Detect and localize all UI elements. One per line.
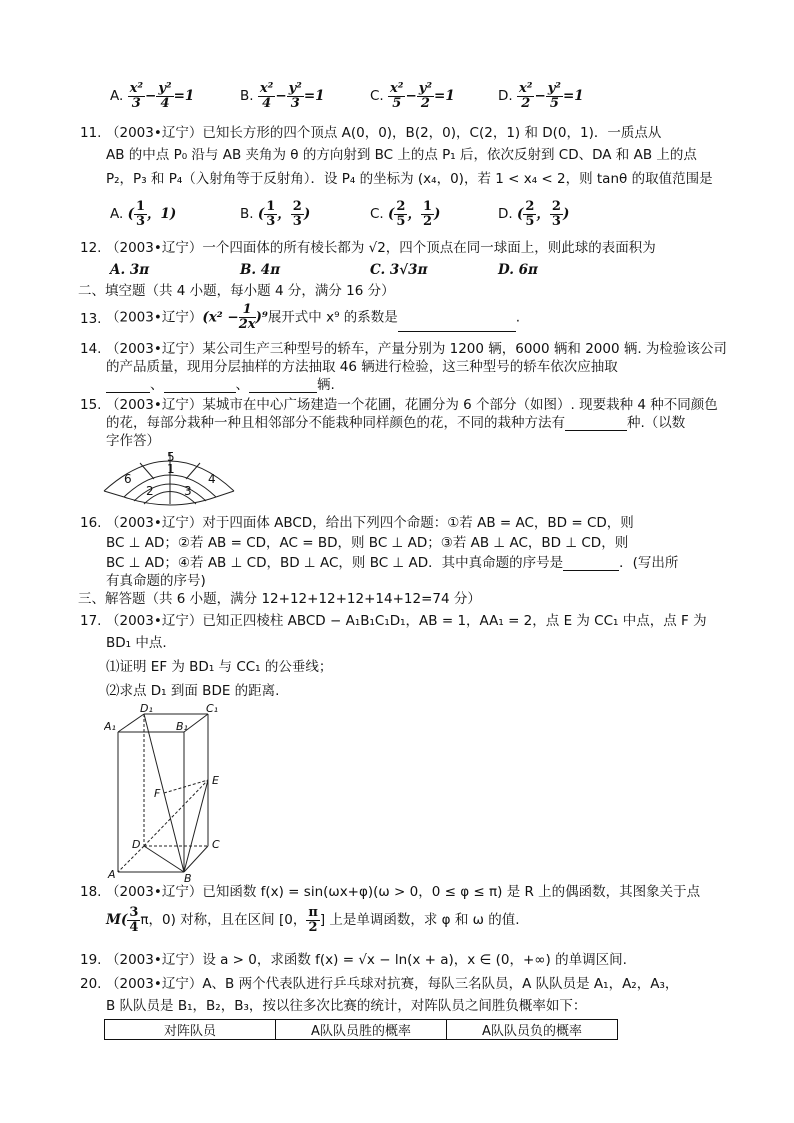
region-label-4: 4: [208, 472, 216, 486]
q10-a-n1: x²: [129, 81, 144, 96]
q17-line2: BD₁ 中点.: [106, 635, 167, 651]
q11-line3: P₂，P₃ 和 P₄（入射角等于反射角）．设 P₄ 的坐标为 (x₄，0)，若 1 < x₄ < 2，则 tanθ 的取值范围是: [106, 171, 713, 187]
q13-end: .: [515, 309, 521, 326]
q10-c-d1: 5: [392, 96, 402, 111]
q18-frac2: [306, 906, 320, 935]
q15-line1: （2003•辽宁）某城市在中心广场建造一个花圃，花圃分为 6 个部分（如图）. 现要栽种 4 种不同颜色: [106, 397, 718, 413]
q11-option-d: D. ( $\frac{2}{5}$ ， $\frac{2}{3}$ ): [498, 199, 570, 229]
q10-option-a-label: A.: [110, 88, 124, 104]
region-label-3: 3: [184, 484, 192, 498]
region-label-1: 1: [167, 462, 175, 476]
label-b1: B₁: [176, 720, 188, 733]
q14-line3: [106, 377, 335, 393]
q11-d-frac1: [523, 200, 536, 229]
q18-line1: （2003•辽宁）已知函数 f(x) = sin(ωx+φ)(ω > 0，0 ≤ φ ≤ π) 是 R 上的偶函数，其图象关于点: [106, 884, 701, 900]
region-label-5: 5: [167, 450, 175, 464]
section-fill-in-title: 二、填空题（共 4 小题，每小题 4 分，满分 16 分）: [78, 283, 395, 299]
q13-post: 展开式中 x⁹ 的系数是: [267, 309, 398, 326]
q18-line2: [106, 906, 520, 935]
q10-c-n1: x²: [390, 81, 404, 96]
q13-expr-b: )⁹: [255, 309, 268, 326]
q13-frac-d: 2x: [238, 317, 256, 332]
q16-number: 16.: [80, 515, 102, 531]
q18-frac1: [127, 906, 140, 935]
q11-c-n2: 1: [422, 199, 432, 214]
q10-b-d2: 3: [290, 96, 300, 111]
q11-a-tail: ，1): [147, 206, 177, 222]
q10-d-n2: y²: [547, 81, 561, 96]
q11-option-b: B. ( $\frac{1}{3}$ ， $\frac{2}{3}$ ): [240, 199, 311, 229]
q11-option-a-label: A.: [110, 206, 124, 222]
q17-line1: （2003•辽宁）已知正四棱柱 ABCD − A₁B₁C₁D₁，AB = 1，AA₁ = 2，点 E 为 CC₁ 中点，点 F 为: [106, 613, 707, 629]
q13-number: 13.: [80, 311, 102, 327]
q18-frac2-d: 2: [308, 920, 318, 935]
q12-option-c: C. 3√3π: [370, 262, 428, 278]
q11-option-a: A. ( $\frac{1}{3}$ ，1): [110, 199, 177, 229]
q10-b-n1: x²: [259, 81, 274, 96]
q15-line2-end: 种.（以数: [627, 415, 686, 431]
label-b: B: [184, 872, 192, 882]
q17-number: 17.: [80, 613, 102, 629]
label-f: F: [154, 787, 161, 800]
q18-l2-mid: π，0) 对称，且在区间 [0，: [140, 912, 307, 928]
q11-option-d-label: D.: [498, 206, 513, 222]
q12-option-b: B. 4π: [240, 262, 281, 278]
q11-d-d2: 3: [551, 214, 561, 229]
q11-b-d1: 3: [266, 214, 276, 229]
q13-expr-a: (x² −: [202, 309, 239, 326]
q11-a-frac: [134, 200, 147, 229]
q13-prefix: （2003•辽宁）: [106, 309, 203, 326]
q10-option-b-label: B.: [240, 88, 254, 104]
q11-d-frac2: [550, 200, 563, 229]
q18-frac1-n: 3: [129, 905, 139, 920]
q10-c-rhs: =1: [434, 88, 455, 104]
table-header-matchup: 对阵队员: [105, 1020, 276, 1040]
table-header-win-prob: A队队员胜的概率: [276, 1020, 447, 1040]
q11-b-frac1: [264, 200, 277, 229]
q10-option-c-label: C.: [370, 88, 384, 104]
q16-line2: BC ⊥ AD；②若 AB = CD，AC = BD，则 BC ⊥ AD；③若 AB ⊥ AC，BD ⊥ CD，则: [106, 535, 629, 551]
q11-d-d1: 5: [525, 214, 535, 229]
q16-line1: （2003•辽宁）对于四面体 ABCD，给出下列四个命题：①若 AB = AC，BD = CD，则: [106, 515, 634, 531]
q14-number: 14.: [80, 341, 102, 357]
q14-sep1: 、: [150, 377, 164, 393]
q10-d-frac1: [517, 82, 534, 111]
q11-b-n2: 2: [292, 199, 302, 214]
q10-d-rhs: =1: [563, 88, 584, 104]
q12-option-a: A. 3π: [110, 262, 150, 278]
q11-c-frac2: [421, 200, 434, 229]
q16-line4: 有真命题的序号): [106, 573, 206, 589]
q18-l2-post: ] 上是单调函数，求 φ 和 ω 的值.: [319, 912, 520, 928]
q18-number: 18.: [80, 884, 102, 900]
edge-d1-a1: [118, 714, 144, 732]
q11-b-d2: 3: [292, 214, 302, 229]
left-base: [104, 491, 124, 497]
section-solutions-title: 三、解答题（共 6 小题，满分 12+12+12+12+14+12=74 分）: [78, 591, 481, 607]
q11-c-d1: 5: [396, 214, 406, 229]
q17-part1: ⑴证明 EF 为 BD₁ 与 CC₁ 的公垂线；: [106, 659, 333, 675]
q13-frac: [239, 303, 256, 332]
q15-line3: 字作答）: [106, 433, 160, 449]
q17-part2: ⑵求点 D₁ 到面 BDE 的距离.: [106, 683, 280, 699]
q18-l2-pre: M(: [106, 912, 128, 928]
q10-a-frac2: [156, 82, 173, 111]
q15-line2-text: 的花，每部分栽种一种且相邻部分不能栽种同样颜色的花，不同的栽种方法有: [106, 415, 565, 431]
q11-c-frac1: [394, 200, 407, 229]
q10-a-d1: 3: [131, 96, 141, 111]
q20-line1: （2003•辽宁）A、B 两个代表队进行乒乓球对抗赛，每队三名队员，A 队队员是 A₁，A₂，A₃，: [106, 976, 679, 992]
q10-b-frac1: [258, 82, 275, 111]
prism-diagram: [104, 702, 234, 882]
q12-option-d: D. 6π: [498, 262, 538, 278]
q10-c-frac2: [417, 82, 434, 111]
region-label-2: 2: [146, 484, 154, 498]
label-a: A: [108, 868, 116, 881]
q15-answer-blank[interactable]: [565, 416, 627, 431]
q14-blank-1[interactable]: [106, 378, 150, 393]
label-d1: D₁: [140, 702, 153, 715]
q14-sep2: 、: [235, 377, 249, 393]
edge-b-e: [184, 780, 208, 872]
q10-option-d: D. $\frac{\text{x²}}{2}$ − $\frac{\text{y²}}{5}$ =1: [498, 81, 584, 111]
q20-line2: B 队队员是 B₁，B₂，B₃，按以往多次比赛的统计，对阵队员之间胜负概率如下：: [106, 998, 587, 1014]
q14-blank-3[interactable]: [249, 378, 317, 393]
q10-b-n2: y²: [288, 81, 302, 96]
q18-frac1-d: 4: [129, 920, 139, 935]
q11-c-d2: 2: [422, 214, 432, 229]
q13-frac-n: 1: [239, 303, 256, 318]
q16-line3: [106, 555, 678, 571]
flower-bed-diagram: [100, 447, 240, 507]
q11-b-n1: 1: [266, 199, 276, 214]
q19-number: 19.: [80, 952, 102, 968]
q10-c-d2: 2: [420, 96, 430, 111]
q11-number: 11.: [80, 125, 102, 141]
q20-probability-table: [104, 1019, 618, 1040]
region-label-6: 6: [124, 472, 132, 486]
q11-c-n1: 2: [396, 199, 406, 214]
q14-line2: 的产品质量，现用分层抽样的方法抽取 46 辆进行检验，这三种型号的轿车依次应抽取: [106, 359, 618, 375]
q10-a-frac1: [128, 82, 145, 111]
q10-d-d2: 5: [549, 96, 559, 111]
q10-c-n2: y²: [418, 81, 433, 96]
q11-line1: （2003•辽宁）已知长方形的四个顶点 A(0，0)，B(2，0)，C(2，1) 和 D(0，1)．一质点从: [106, 125, 662, 141]
table-header-lose-prob: A队队员负的概率: [447, 1020, 618, 1040]
q19-text: （2003•辽宁）设 a > 0，求函数 f(x) = √x − ln(x + a)，x ∈ (0，+∞) 的单调区间.: [106, 952, 627, 968]
q10-a-rhs: =1: [173, 88, 195, 104]
q15-number: 15.: [80, 397, 102, 413]
q14-end: 辆.: [317, 377, 335, 393]
q11-d-n2: 2: [551, 199, 561, 214]
q10-option-c: C. $\frac{\text{x²}}{5}$ − $\frac{\text{y²}}{2}$ =1: [370, 81, 455, 111]
q14-blank-2[interactable]: [164, 378, 236, 393]
q11-d-n1: 2: [525, 199, 535, 214]
q10-a-n2: y²: [158, 81, 172, 96]
q14-line1: （2003•辽宁）某公司生产三种型号的轿车，产量分别为 1200 辆，6000 辆和 2000 辆. 为检验该公司: [106, 341, 727, 357]
q11-line2: AB 的中点 P₀ 沿与 AB 夹角为 θ 的方向射到 BC 上的点 P₁ 后，依次反射到 CD、DA 和 AB 上的点: [106, 147, 697, 163]
q10-c-frac1: [388, 82, 405, 111]
q11-b-frac2: [291, 200, 304, 229]
right-base: [216, 491, 234, 497]
q16-line3-text: BC ⊥ AD；④若 AB ⊥ CD，BD ⊥ AC，则 BC ⊥ AD．其中真命题的序号是: [106, 555, 564, 571]
q10-b-d1: 4: [262, 96, 272, 111]
q16-line3-end: ．(写出所: [619, 555, 679, 571]
q20-number: 20.: [80, 976, 102, 992]
q10-a-d2: 4: [160, 96, 170, 111]
label-d: D: [132, 838, 141, 851]
q11-a-n: 1: [135, 199, 146, 214]
q10-d-frac2: [546, 82, 563, 111]
q12-text: （2003•辽宁）一个四面体的所有棱长都为 √2，四个顶点在同一球面上，则此球的表面积为: [106, 240, 656, 256]
q13-text: [106, 303, 520, 332]
label-c1: C₁: [206, 702, 219, 715]
q18-frac2-n: π: [308, 905, 318, 920]
q10-b-frac2: [287, 82, 304, 111]
q13-answer-blank[interactable]: [398, 317, 516, 332]
q11-option-b-label: B.: [240, 206, 254, 222]
q10-b-rhs: =1: [303, 88, 325, 104]
table-header-row: [105, 1020, 618, 1040]
label-e: E: [212, 774, 219, 787]
q10-d-d1: 2: [521, 96, 531, 111]
q16-answer-blank[interactable]: [563, 556, 619, 571]
q10-d-n1: x²: [518, 81, 533, 96]
q10-option-b: B. $\frac{\text{x²}}{4}$ − $\frac{\text{y²}}{3}$ =1: [240, 81, 325, 111]
q10-option-a: A. $\frac{\text{x²}}{3}$ − $\frac{\text{y²}}{4}$ =1: [110, 81, 195, 111]
left-divider: [140, 463, 154, 479]
q11-option-c: C. ( $\frac{2}{5}$ ， $\frac{1}{2}$ ): [370, 199, 441, 229]
q11-option-c-label: C.: [370, 206, 384, 222]
q15-line2: [106, 415, 685, 431]
label-c: C: [212, 838, 220, 851]
q10-option-d-label: D.: [498, 88, 513, 104]
q12-number: 12.: [80, 240, 102, 256]
q11-a-d: 3: [135, 214, 146, 229]
label-a1: A₁: [104, 720, 116, 733]
